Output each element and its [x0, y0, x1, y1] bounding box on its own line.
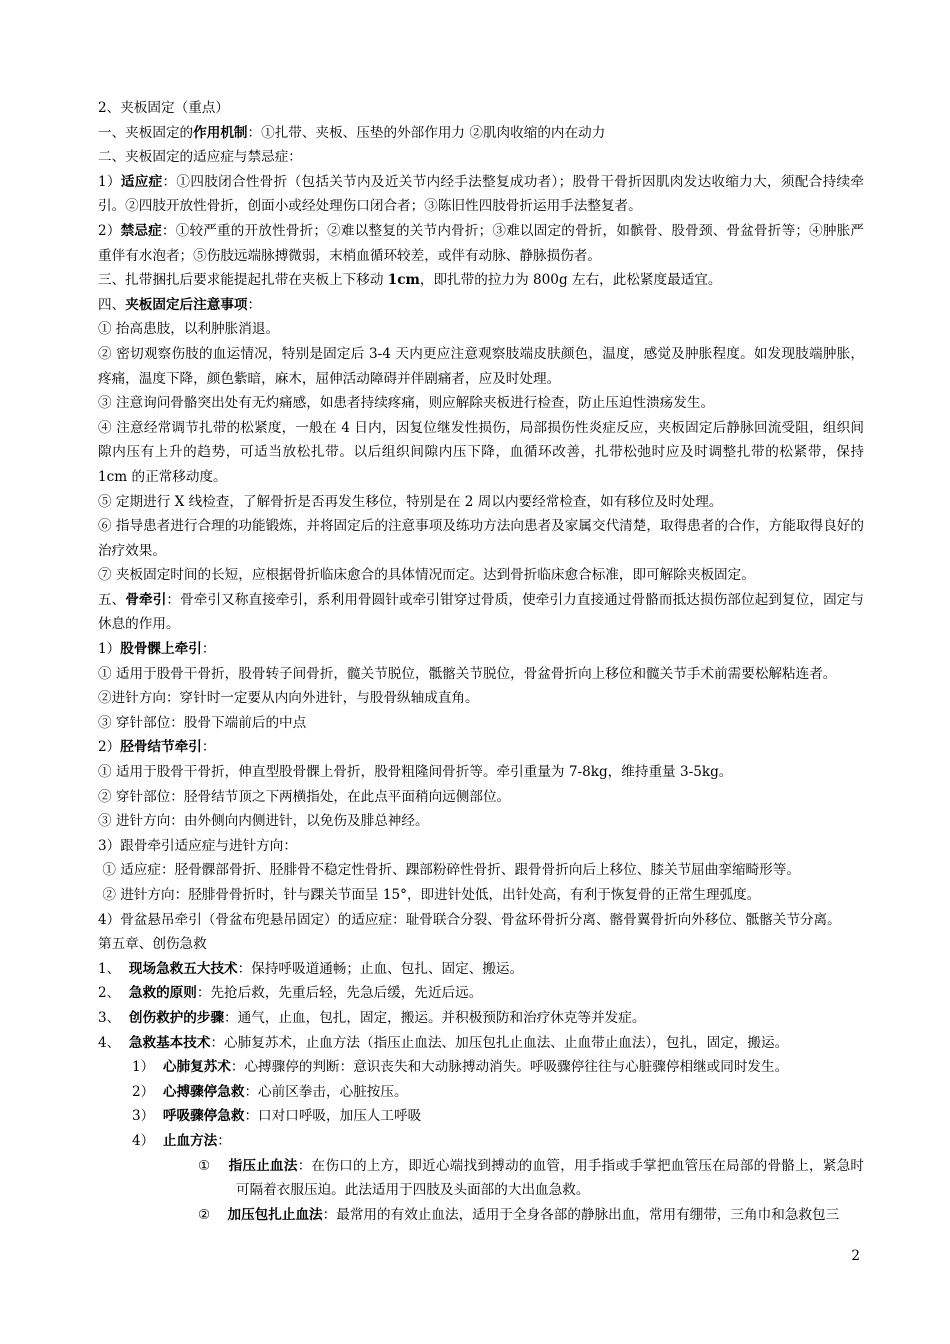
paragraph [98, 711, 864, 736]
paragraph [98, 932, 864, 957]
paragraph [98, 145, 864, 170]
paragraph [98, 514, 864, 563]
text-run: 3） [132, 1108, 163, 1125]
text-run: ：通气，止血，包扎，固定，搬运。并积极预防和治疗休克等并发症。 [224, 1009, 646, 1026]
text-run: ：保持呼吸道通畅；止血、包扎、固定、搬运。 [237, 960, 524, 977]
paragraph [98, 1031, 864, 1056]
paragraph [98, 637, 864, 662]
text-run: 1） [98, 641, 121, 658]
text-run: 3、 [98, 1009, 129, 1026]
bold-term: 胫骨结节牵引 [120, 739, 202, 756]
text-run: ① 适用于股骨干骨折，股骨转子间骨折，髋关节脱位，骶髂关节脱位，骨盆骨折向上移位和髋关节手术前需要松解粘连者。 [98, 665, 837, 682]
text-run: 3）跟骨牵引适应症与进针方向： [98, 837, 297, 854]
text-run: 1、 [98, 960, 129, 977]
paragraph [98, 416, 869, 490]
bold-term: 心搏骤停急救 [162, 1083, 245, 1100]
paragraph [98, 1080, 864, 1105]
text-run: ② [198, 1206, 228, 1223]
bold-term: 骨牵引 [125, 591, 167, 608]
paragraph [98, 563, 864, 588]
paragraph [98, 219, 864, 268]
text-run: 2） [132, 1083, 163, 1100]
text-run: ① 抬高患肢，以利肿胀消退。 [98, 321, 280, 338]
bold-term: 止血方法 [162, 1132, 218, 1149]
text-run: ③ 穿针部位：股骨下端前后的中点 [98, 714, 307, 731]
paragraph [98, 858, 864, 883]
bold-term: 急救的原则 [128, 985, 197, 1002]
paragraph [98, 1154, 864, 1203]
paragraph [98, 268, 864, 293]
text-run: ③ 进针方向：由外侧向内侧进针，以免伤及腓总神经。 [98, 813, 429, 830]
paragraph [98, 785, 864, 810]
text-run: ② 进针方向：胫腓骨骨折时，针与踝关节面呈 15°，即进针处低，出针处高，有利于恢复骨的正常生理弧度。 [98, 887, 761, 903]
paragraph [98, 760, 864, 785]
paragraph [98, 391, 864, 416]
paragraph [98, 1104, 864, 1129]
text-run: 三、扎带捆扎后要求能提起扎带在夹板上下移动 [98, 272, 388, 289]
text-run: ① [198, 1157, 229, 1174]
bold-term: 作用机制 [193, 124, 248, 141]
paragraph [98, 342, 864, 391]
text-run: ③ 注意询问骨骼突出处有无灼痛感，如患者持续疼痛，则应解除夹板进行检查，防止压迫性溃疡发生。 [98, 395, 715, 412]
text-run: 四、 [98, 296, 126, 313]
text-run: 2） [98, 222, 121, 239]
bold-term: 股骨髁上牵引 [120, 641, 202, 658]
paragraph [98, 121, 864, 146]
bold-term: 禁忌症 [120, 222, 162, 239]
text-run: ②进针方向：穿针时一定要从内向外进针，与股骨纵轴成直角。 [98, 690, 479, 707]
text-run: ⑥ 指导患者进行合理的功能锻炼，并将固定后的注意事项及练功方法向患者及家属交代清楚，取得患者的合作，方能取得良好的治疗效果。 [98, 518, 864, 559]
text-run: 2） [98, 739, 121, 756]
text-run: 二、夹板固定的适应症与禁忌症： [98, 149, 302, 166]
paragraph [98, 490, 864, 515]
text-run: 一、夹板固定的 [98, 124, 194, 141]
bold-term: 指压止血法 [228, 1157, 298, 1174]
text-run: 4、 [98, 1034, 129, 1051]
paragraph [98, 293, 864, 318]
text-run: ：最常用的有效止血法，适用于全身各部的静脉出血，常用有绷带，三角巾和急救包三 [322, 1206, 840, 1223]
text-run: ： [201, 739, 216, 756]
text-run: ② 密切观察伤肢的血运情况，特别是固定后 3-4 天内更应注意观察肢端皮肤颜色，温度，感觉及肿胀程度。如发现肢端肿胀，疼痛，温度下降，颜色紫暗，麻木，屈伸活动障碍并伴剧痛者，应及时处理。 [98, 345, 864, 387]
text-run: ④ 注意经常调节扎带的松紧度，一般在 4 日内，因复位继发性损伤，局部损伤性炎症反应，夹板固定后静脉回流受阻，组织间隙内压有上升的趋势，可适当放松扎带。以后组织间隙内压下降，血循环改善，扎带松弛时应及时调整扎带的松紧带，保持 1cm 的正常移动度。 [98, 419, 869, 485]
paragraph [98, 170, 864, 219]
text-run: ：在伤口的上方，即近心端找到搏动的血管，用手指或手掌把血管压在局部的骨骼上，紧急时可隔着衣服压迫。此法适用于四肢及头面部的大出血急救。 [236, 1157, 864, 1199]
paragraph [98, 735, 864, 760]
bold-term: 创伤救护的步骤 [128, 1009, 225, 1026]
text-run: ，即扎带的拉力为 800g 左右，此松紧度最适宜。 [419, 272, 722, 289]
paragraph [98, 662, 864, 687]
text-run: 4） [132, 1132, 163, 1149]
text-run: ① 适用于股骨干骨折，伸直型股骨髁上骨折，股骨粗隆间骨折等。牵引重量为 7-8kg，维持重量 3-5kg。 [98, 764, 733, 781]
text-run: ：心肺复苏术，止血方法（指压止血法、加压包扎止血法、止血带止血法），包扎，固定，搬运。 [210, 1034, 789, 1051]
text-run: ：①较严重的开放性骨折；②难以整复的关节内骨折；③难以固定的骨折，如髌骨、股骨颈、骨盆骨折等；④肿胀严重伴有水泡者；⑤伤肢远端脉搏微弱，末梢血循环较差，或伴有动脉、静脉损伤者。 [98, 222, 865, 264]
page-number: 2 [851, 1248, 860, 1264]
text-run: ：心前区拳击，心脏按压。 [244, 1083, 408, 1100]
text-run: ⑤ 定期进行 X 线检查，了解骨折是否再发生移位，特别是在 2 周以内要经常检查，如有移位及时处理。 [98, 493, 723, 510]
text-run: ：①扎带、夹板、压垫的外部作用力 ②肌肉收缩的内在动力 [247, 124, 606, 141]
document-body [98, 96, 869, 1227]
text-run: ：口对口呼吸，加压人工呼吸 [244, 1108, 422, 1125]
text-run: ：心搏骤停的判断：意识丧失和大动脉搏动消失。呼吸骤停往往与心脏骤停相继或同时发生。 [230, 1059, 789, 1076]
bold-term: 心肺复苏术 [162, 1059, 231, 1076]
paragraph [98, 1129, 864, 1154]
text-run: ： [201, 641, 216, 658]
paragraph [98, 1006, 864, 1031]
text-run: ：先抢后救，先重后轻，先急后缓，先近后远。 [196, 985, 483, 1002]
text-run: 1） [98, 173, 121, 190]
paragraph [98, 96, 864, 121]
text-run: ⑦ 夹板固定时间的长短，应根据骨折临床愈合的具体情况而定。达到骨折临床愈合标准，即可解除夹板固定。 [98, 567, 755, 584]
bold-term: 现场急救五大技术 [128, 960, 238, 977]
text-run: 五、 [98, 591, 126, 608]
paragraph [98, 1055, 864, 1080]
text-run: ： [217, 1132, 231, 1149]
bold-term: 加压包扎止血法 [227, 1206, 323, 1223]
text-run: 4）骨盆悬吊牵引（骨盆布兜悬吊固定）的适应症：耻骨联合分裂、骨盆环骨折分离、髂骨翼骨折向外移位、骶髂关节分离。 [98, 911, 841, 928]
text-run: 1） [132, 1059, 163, 1076]
bold-term: 急救基本技术 [128, 1034, 211, 1051]
paragraph [98, 957, 864, 982]
paragraph [98, 317, 864, 342]
text-run: ：①四肢闭合性骨折（包括关节内及近关节内经手法整复成功者）；股骨干骨折因肌肉发达收缩力大，须配合持续牵引。②四肢开放性骨折，创面小或经处理伤口闭合者；③陈旧性四肢骨折运用手法整复者。 [98, 173, 864, 215]
paragraph [98, 686, 864, 711]
paragraph [98, 809, 864, 834]
paragraph [98, 981, 864, 1006]
text-run: 2、 [98, 985, 129, 1002]
bold-term: 1cm [387, 272, 420, 289]
text-run: 2、夹板固定（重点） [98, 100, 229, 116]
paragraph [98, 1203, 864, 1228]
text-run: 第五章、创伤急救 [98, 936, 207, 953]
text-run: ② 穿针部位：胫骨结节顶之下两横指处，在此点平面稍向远侧部位。 [98, 788, 511, 805]
bold-term: 适应症 [120, 173, 163, 190]
paragraph [98, 588, 864, 637]
text-run: ：骨牵引又称直接牵引，系利用骨圆针或牵引钳穿过骨质，使牵引力直接通过骨骼而抵达损伤部位起到复位，固定与休息的作用。 [98, 591, 865, 633]
paragraph [98, 908, 864, 933]
text-run: ： [247, 296, 262, 313]
bold-term: 夹板固定后注意事项 [125, 296, 248, 313]
bold-term: 呼吸骤停急救 [162, 1108, 245, 1125]
text-run: ① 适应症：胫骨髁部骨折、胫腓骨不稳定性骨折、踝部粉碎性骨折、跟骨骨折向后上移位、膝关节屈曲挛缩畸形等。 [98, 862, 800, 879]
paragraph [98, 883, 864, 908]
paragraph [98, 834, 864, 859]
